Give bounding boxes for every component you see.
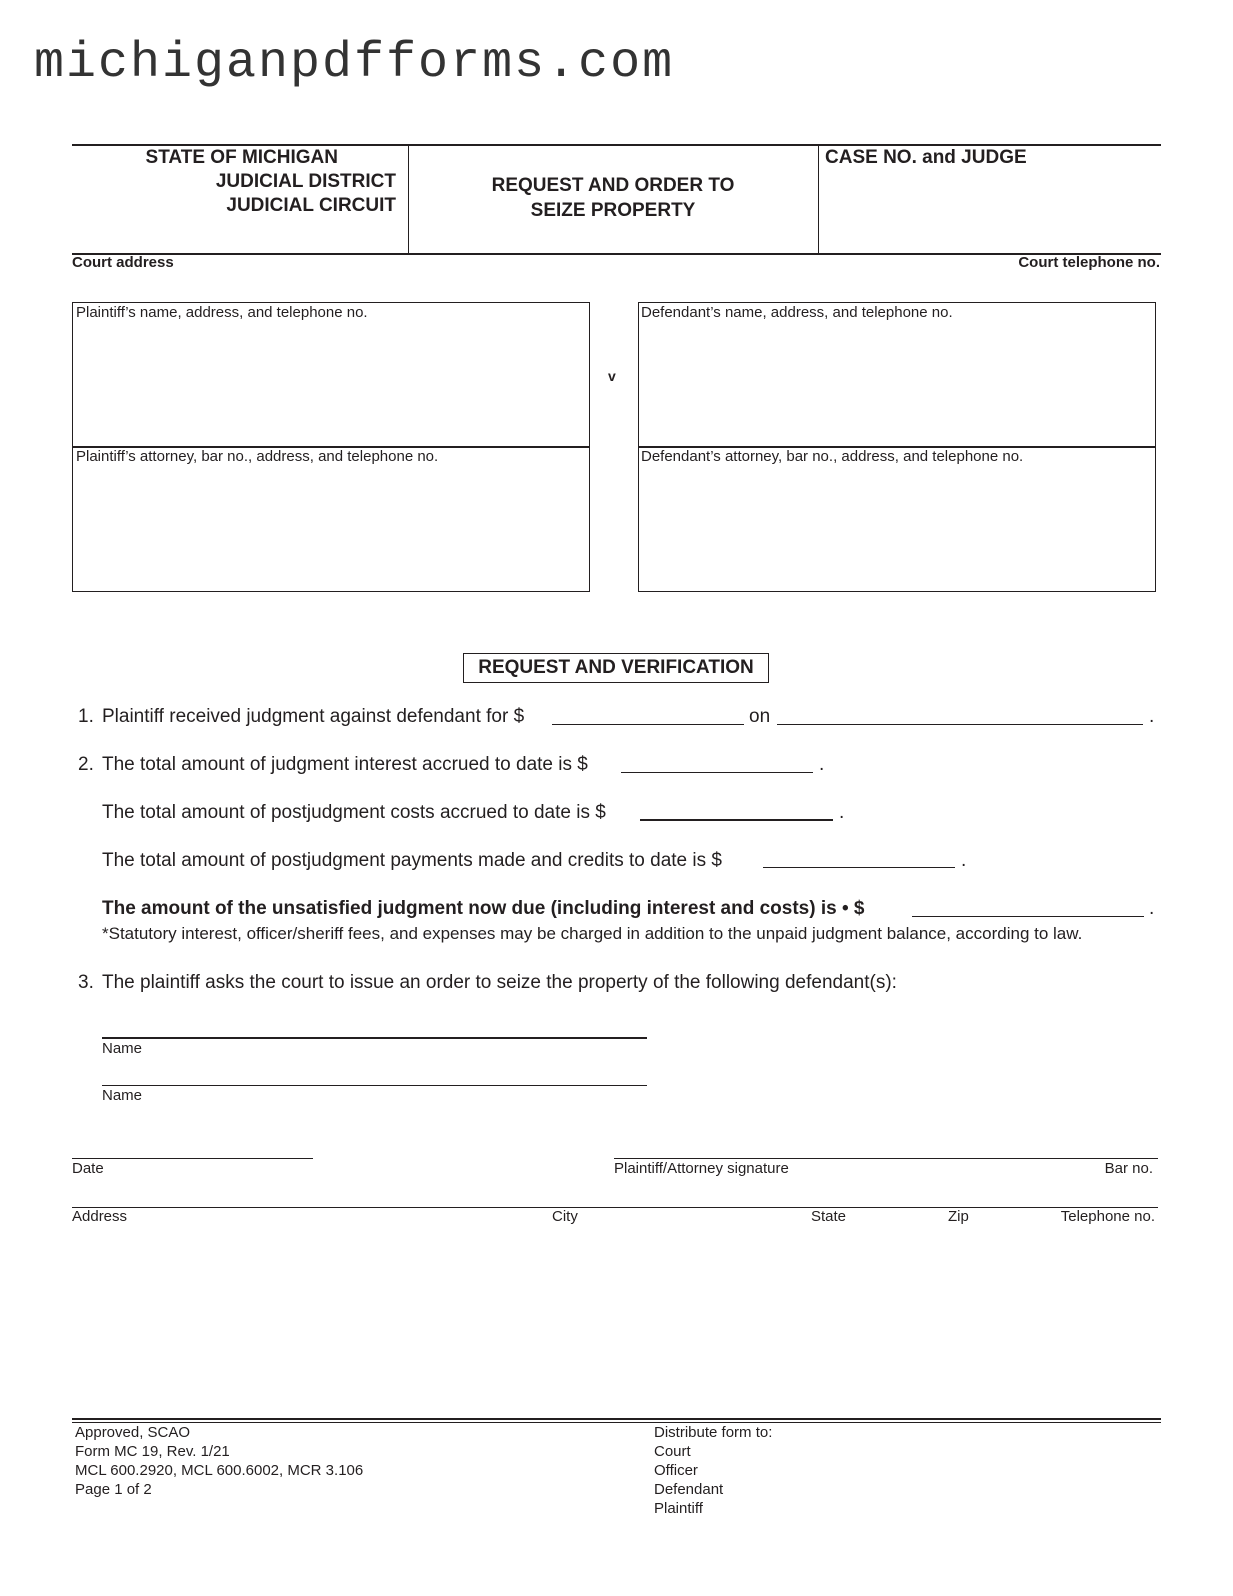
footer-distribution [654, 1423, 772, 1518]
court-name-block [146, 146, 396, 218]
defendant-name-field-1[interactable] [102, 1037, 647, 1039]
distribute-court: Court [654, 1443, 691, 1460]
distribute-officer: Officer [654, 1462, 698, 1479]
distribute-plaintiff: Plaintiff [654, 1500, 703, 1517]
zip-label: Zip [948, 1208, 969, 1225]
name-label-1: Name [102, 1040, 143, 1057]
state-label: State [811, 1208, 847, 1225]
item-2-number: 2. [78, 754, 94, 775]
city-label: City [552, 1208, 578, 1225]
plaintiff-attorney-label: Plaintiff’s attorney, bar no., address, and telephone no. [76, 448, 439, 465]
defendant-attorney-label: Defendant’s attorney, bar no., address, and telephone no. [641, 448, 1024, 465]
payments-text: The total amount of postjudgment payments made and credits to date is $ [102, 850, 722, 871]
form-title-line-2: SEIZE PROPERTY [530, 200, 696, 221]
site-watermark: michiganpdfforms.com [34, 35, 675, 92]
footer-statutes: MCL 600.2920, MCL 600.6002, MCR 3.106 [75, 1462, 364, 1479]
signature-field[interactable] [614, 1158, 1158, 1159]
judgment-amount-field[interactable] [552, 724, 744, 725]
footer-page: Page 1 of 2 [75, 1481, 152, 1498]
defendant-name-field-2[interactable] [102, 1085, 647, 1086]
payments-amount-field[interactable] [763, 867, 955, 868]
unsatisfied-amount-field[interactable] [912, 916, 1144, 917]
footer-approved: Approved, SCAO [75, 1424, 191, 1441]
form-title-line-1: REQUEST AND ORDER TO [491, 175, 735, 196]
item-1-on: on [749, 706, 771, 727]
unsatisfied-text: The amount of the unsatisfied judgment now due (including interest and costs) is • $ [102, 898, 865, 919]
form-title [408, 173, 818, 223]
item-1-period: . [1149, 706, 1155, 727]
case-number-label: CASE NO. and JUDGE [825, 147, 1027, 168]
distribute-heading: Distribute form to: [654, 1424, 773, 1441]
address-field[interactable] [72, 1207, 1158, 1208]
section-title: REQUEST AND VERIFICATION [463, 653, 769, 683]
statutory-note: *Statutory interest, officer/sheriff fees, and expenses may be charged in addition to the unpaid judgment balance, according to law. [102, 924, 1083, 943]
item-3-number: 3. [78, 972, 94, 993]
distribute-defendant: Defendant [654, 1481, 724, 1498]
date-field[interactable] [72, 1158, 313, 1159]
defendant-label: Defendant’s name, address, and telephone no. [641, 304, 953, 321]
court-telephone-label: Court telephone no. [1018, 254, 1160, 271]
payments-period: . [961, 850, 967, 871]
item-3-text: The plaintiff asks the court to issue an order to seize the property of the following defendant(s): [102, 972, 897, 993]
judgment-date-field[interactable] [777, 724, 1143, 725]
court-district: JUDICIAL DISTRICT [215, 171, 396, 192]
costs-period: . [839, 802, 845, 823]
costs-text: The total amount of postjudgment costs accrued to date is $ [102, 802, 606, 823]
costs-amount-field[interactable] [640, 819, 833, 821]
court-address-label: Court address [72, 254, 174, 271]
court-circuit: JUDICIAL CIRCUIT [226, 195, 396, 216]
footer-rule-top [72, 1418, 1161, 1420]
unsatisfied-period: . [1149, 898, 1155, 919]
address-label: Address [72, 1208, 128, 1225]
interest-period: . [819, 754, 825, 775]
bar-number-label: Bar no. [1104, 1160, 1153, 1177]
interest-amount-field[interactable] [621, 772, 813, 773]
footer-form-number: Form MC 19, Rev. 1/21 [75, 1443, 230, 1460]
telephone-label: Telephone no. [1060, 1208, 1155, 1225]
header-bottom-rule [72, 253, 1161, 255]
item-1-text: Plaintiff received judgment against defendant for $ [102, 706, 525, 727]
court-state: STATE OF MICHIGAN [145, 147, 338, 168]
interest-text: The total amount of judgment interest accrued to date is $ [102, 754, 588, 775]
header-divider-right [818, 146, 819, 253]
versus-label: v [608, 368, 616, 384]
signature-label: Plaintiff/Attorney signature [614, 1160, 789, 1177]
name-label-2: Name [102, 1087, 143, 1104]
item-1-number: 1. [78, 706, 94, 727]
date-label: Date [72, 1160, 104, 1177]
footer-approval [75, 1423, 363, 1499]
plaintiff-label: Plaintiff’s name, address, and telephone no. [76, 304, 368, 321]
